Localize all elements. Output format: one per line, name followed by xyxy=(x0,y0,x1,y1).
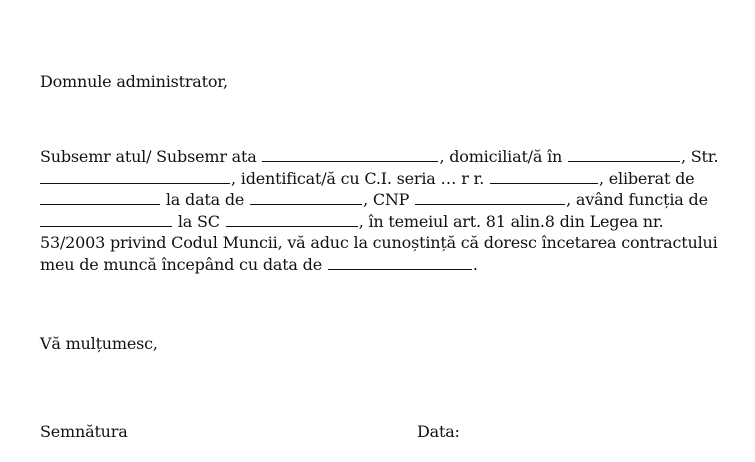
domicile-blank[interactable] xyxy=(568,147,680,162)
greeting: Domnule administrator, xyxy=(40,72,228,91)
text-segment: , CNP xyxy=(363,190,415,209)
cnp-blank[interactable] xyxy=(415,190,565,205)
body-line-6 xyxy=(40,254,720,276)
id-number-blank[interactable] xyxy=(490,169,598,184)
text-segment: Subsemr atul/ Subsemr ata xyxy=(40,147,262,166)
company-blank[interactable] xyxy=(226,212,358,227)
text-segment: la data de xyxy=(161,190,250,209)
text-segment: meu de muncă începând cu data de xyxy=(40,254,327,274)
body-line-2 xyxy=(40,168,720,190)
closing: Vă mulțumesc, xyxy=(40,334,158,353)
body-line-5 xyxy=(40,232,720,254)
text-segment: 53/2003 privind Codul Muncii, vă aduc la cunoștință că doresc încetarea contractului xyxy=(40,233,718,252)
text-segment: , în temeiul art. 81 alin.8 din Legea nr. xyxy=(358,211,664,231)
request-body xyxy=(40,146,720,275)
street-blank[interactable] xyxy=(40,169,230,184)
issue-date-blank[interactable] xyxy=(250,190,362,205)
body-line-4 xyxy=(40,211,720,233)
text-segment: , Str. xyxy=(681,147,719,166)
position-blank[interactable] xyxy=(40,212,172,227)
body-line-3 xyxy=(40,189,720,211)
end-date-blank[interactable] xyxy=(328,255,472,270)
date-label: Data: xyxy=(417,422,460,441)
text-segment: . xyxy=(472,254,478,274)
body-line-1 xyxy=(40,146,720,168)
text-segment: , identificat/ă cu C.I. seria … r r. xyxy=(231,168,489,188)
signature-label: Semnătura xyxy=(40,422,128,441)
text-segment: , având funcția de xyxy=(566,190,708,209)
text-segment: , domiciliat/ă în xyxy=(439,147,567,166)
name-blank[interactable] xyxy=(262,147,438,162)
text-segment: , eliberat de xyxy=(599,168,695,188)
text-segment: la SC xyxy=(173,211,225,231)
issuer-blank[interactable] xyxy=(40,190,160,205)
